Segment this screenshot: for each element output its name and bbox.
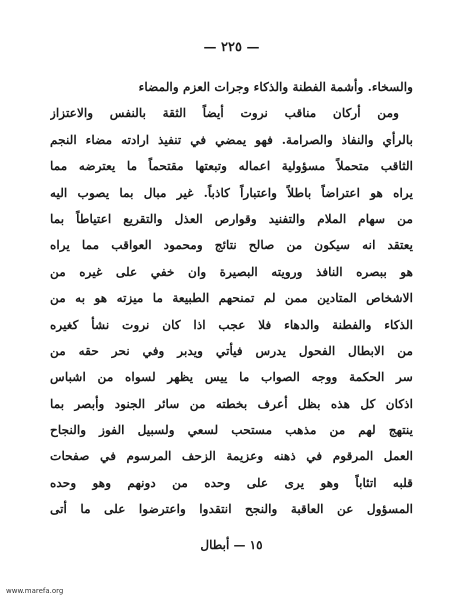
text-line: سر الحكمة ووجه الصواب ما ييس يظهر لسواه من اشباس [50, 370, 413, 385]
text-line: من الابطال الفحول يدرس فيأتي ويدبر وفي نحر حقه من [50, 343, 413, 358]
text-line: يراه هو اعتراضاً باطلاً واعتباراً كاذباً. غير مبال بما يصوب اليه [50, 185, 413, 200]
text-line: ينتهج لهم من مذهب مستحب لسعي ولسبيل الفوز والنجاح [50, 423, 413, 438]
text-line: الذكاء والفطنة والدهاء فلا عجب اذا كان نروت نشأ كغيره [50, 317, 413, 332]
text-line: والسخاء. وأشمة الفطنة والذكاء وجرات العزم والمضاء [138, 80, 413, 94]
body-text [50, 74, 413, 523]
text-line: اذكان كل هذه بظل أعرف بخطته من سائر الجنود وأبصر بما [50, 396, 413, 411]
page-number: — ٢٢٥ — [203, 40, 260, 55]
text-line: المسؤول عن العاقبة والنجح انتقدوا واعترضوا على ما أتى [50, 502, 413, 517]
text-line: ومن أركان مناقب نروت أيضاً الثقة بالنفس والاعتزاز [50, 106, 399, 121]
text-line: بالرأي والنفاذ والصرامة. فهو يمضي في تنفيذ ارادته مضاء النجم [50, 132, 413, 147]
text-line: من سهام الملام والتفنيد وقوارص العذل والتقريع اعتياطاً بما [50, 211, 413, 226]
text-line: الاشخاص المتادين ممن لم تمنحهم الطبيعة ما ميزته هو به من [50, 291, 413, 306]
text-line: هو ببصره النافذ ورويته البصيرة وان خفي على غيره من [50, 264, 413, 279]
text-line: الثاقب متحملاً مسؤولية اعماله وتبعتها مقتحماً ما يعترضه مما [50, 159, 413, 174]
site-url: www.marefa.org [6, 587, 64, 595]
text-line: يعتقد انه سيكون من صالح نتائج ومحمود العواقب مما يراه [50, 238, 413, 253]
text-line: قلبه اتئاباً وهو يرى على وحده من دونهم وهو وحده [50, 475, 413, 490]
footer-signature-mark: ١٥ — أبطال [200, 538, 263, 552]
text-line: العمل المرقوم في ذهنه وعزيمة الزحف المرسوم في صفحات [50, 449, 413, 464]
